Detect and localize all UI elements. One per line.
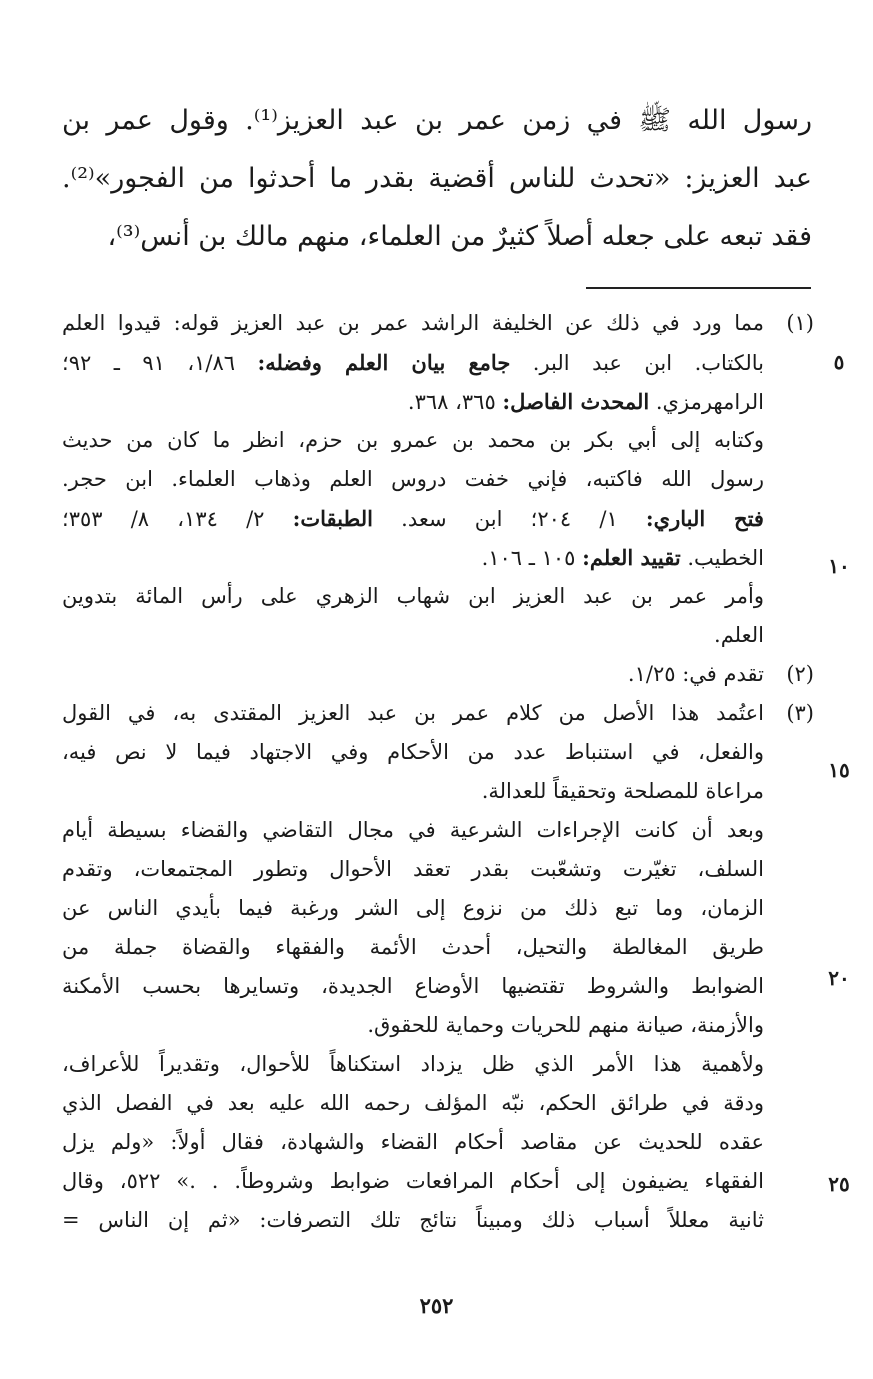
footnote-line xyxy=(62,733,814,772)
footnote-line xyxy=(62,421,814,460)
main-text-line: فقد تبعه على جعله أصلاً كثيرٌ من العلماء، منهم مالك بن أنس⁽³⁾، xyxy=(107,221,812,252)
reference-title: تقييد العلم: xyxy=(582,545,681,570)
footnote-line xyxy=(62,928,814,967)
footnote-text: السلف، تغيّرت وتشعّبت بقدر تعقد الأحوال وتطور المجتمعات، وتقدم xyxy=(62,857,764,881)
footnote-text: ١/٨٦، ٩١ ـ ٩٢؛ xyxy=(62,351,258,375)
footnote-text: الفقهاء يضيفون إلى أحكام المرافعات ضوابط وشروطاً. . .» ٥٢٢، وقال xyxy=(62,1169,764,1193)
footnote-text: والفعل، في استنباط عدد من الأحكام وفي الاجتهاد فيما لا نص فيه، xyxy=(62,740,764,764)
footnote-text: ٣٦٥، ٣٦٨. xyxy=(407,390,503,414)
reference-title: المحدث الفاصل: xyxy=(502,389,650,414)
footnote-text: تقدم في: ١/٢٥. xyxy=(627,662,764,686)
margin-line-number: ١٥ xyxy=(828,758,850,782)
footnote-text: مما ورد في ذلك عن الخليفة الراشد عمر بن عبد العزيز قوله: قيدوا العلم xyxy=(62,311,764,335)
footnote-marker: (٢) xyxy=(786,662,814,686)
reference-title: فتح الباري: xyxy=(645,506,764,531)
footnote-text: بالكتاب. ابن عبد البر. xyxy=(510,351,764,375)
footnotes xyxy=(62,304,814,1240)
footnote-text: عقده للحديث عن مقاصد أحكام القضاء والشهادة، فقال أولاً: «ولم يزل xyxy=(62,1130,764,1154)
footnote-line xyxy=(62,1162,814,1201)
footnote-line xyxy=(62,811,814,850)
footnote-line xyxy=(62,382,814,421)
footnote-text: ولأهمية هذا الأمر الذي ظل يزداد استكناهاً للأحوال، وتقديراً للأعراف، xyxy=(62,1052,764,1076)
main-text-line: رسول الله ﷺ في زمن عمر بن عبد العزيز⁽¹⁾. وقول عمر بن xyxy=(62,105,812,136)
footnote-line xyxy=(62,499,814,538)
footnote-marker: (١) xyxy=(786,311,814,335)
footnote-line xyxy=(62,1084,814,1123)
footnote-text: والأزمنة، صيانة منهم للحريات وحماية للحقوق. xyxy=(367,1013,764,1037)
margin-line-number: ٢٥ xyxy=(828,1172,850,1196)
footnote-line xyxy=(62,1045,814,1084)
margin-line-number: ٢٠ xyxy=(828,966,850,990)
footnote-text: وكتابه إلى أبي بكر بن محمد بن عمرو بن حزم، انظر ما كان من حديث xyxy=(62,428,764,452)
footnote-line xyxy=(62,655,814,694)
footnote-line xyxy=(62,1006,814,1045)
footnote-text: وبعد أن كانت الإجراءات الشرعية في مجال التقاضي والقضاء بسيطة أيام xyxy=(62,818,764,842)
footnote-text: ثانية معللاً أسباب ذلك ومبيناً نتائج تلك التصرفات: «ثم إن الناس = xyxy=(62,1208,764,1232)
footnote-separator xyxy=(586,287,811,289)
footnote-line xyxy=(62,1123,814,1162)
footnote-line xyxy=(62,460,814,499)
footnote-text: العلم. xyxy=(714,623,764,647)
main-text-line: عبد العزيز: «تحدث للناس أقضية بقدر ما أحدثوا من الفجور»⁽²⁾. xyxy=(62,163,812,194)
footnote-text: مراعاة للمصلحة وتحقيقاً للعدالة. xyxy=(481,779,764,803)
footnote-text: ٢/ ١٣٤، ٨/ ٣٥٣؛ xyxy=(62,507,293,531)
footnote-text: رسول الله فاكتبه، فإني خفت دروس العلم وذهاب العلماء. ابن حجر. xyxy=(62,467,764,491)
main-text xyxy=(62,92,812,266)
reference-title: الطبقات: xyxy=(292,506,373,531)
footnote-text: طريق المغالطة والتحيل، أحدث الأئمة والفقهاء والقضاة جملة من xyxy=(62,935,764,959)
footnote-text: ودقة في طرائق الحكم، نبّه المؤلف رحمه الله عليه بعد في الفصل الذي xyxy=(62,1091,764,1115)
margin-line-number: ١٠ xyxy=(828,554,850,578)
footnote-text: ١/ ٢٠٤؛ ابن سعد. xyxy=(372,507,646,531)
footnote-text: وأمر عمر بن عبد العزيز ابن شهاب الزهري على رأس المائة بتدوين xyxy=(62,584,764,608)
footnote-text: الزمان، وما تبع ذلك من نزوع إلى الشر ورغبة فيما بأيدي الناس عن xyxy=(62,896,764,920)
footnote-line xyxy=(62,850,814,889)
footnote-text: الخطيب. xyxy=(680,546,764,570)
footnote-line xyxy=(62,1201,814,1240)
footnote-line xyxy=(62,889,814,928)
footnote-line xyxy=(62,304,814,343)
footnote-line xyxy=(62,577,814,616)
footnote-text: الرامهرمزي. xyxy=(649,390,764,414)
footnote-line xyxy=(62,967,814,1006)
footnote-line xyxy=(62,616,814,655)
footnote-line xyxy=(62,694,814,733)
footnote-line xyxy=(62,772,814,811)
footnote-line xyxy=(62,538,814,577)
footnote-text: الضوابط والشروط تقتضيها الأوضاع الجديدة، وتسايرها بحسب الأمكنة xyxy=(62,974,764,998)
footnote-line xyxy=(62,343,814,382)
margin-line-number: ٥ xyxy=(833,350,845,374)
page-number: ٢٥٢ xyxy=(419,1293,454,1318)
reference-title: جامع بيان العلم وفضله: xyxy=(257,350,511,375)
footnote-text: اعتُمد هذا الأصل من كلام عمر بن عبد العزيز المقتدى به، في القول xyxy=(62,701,764,725)
footnote-marker: (٣) xyxy=(786,701,814,725)
footnote-text: ١٠٥ ـ ١٠٦. xyxy=(481,546,583,570)
